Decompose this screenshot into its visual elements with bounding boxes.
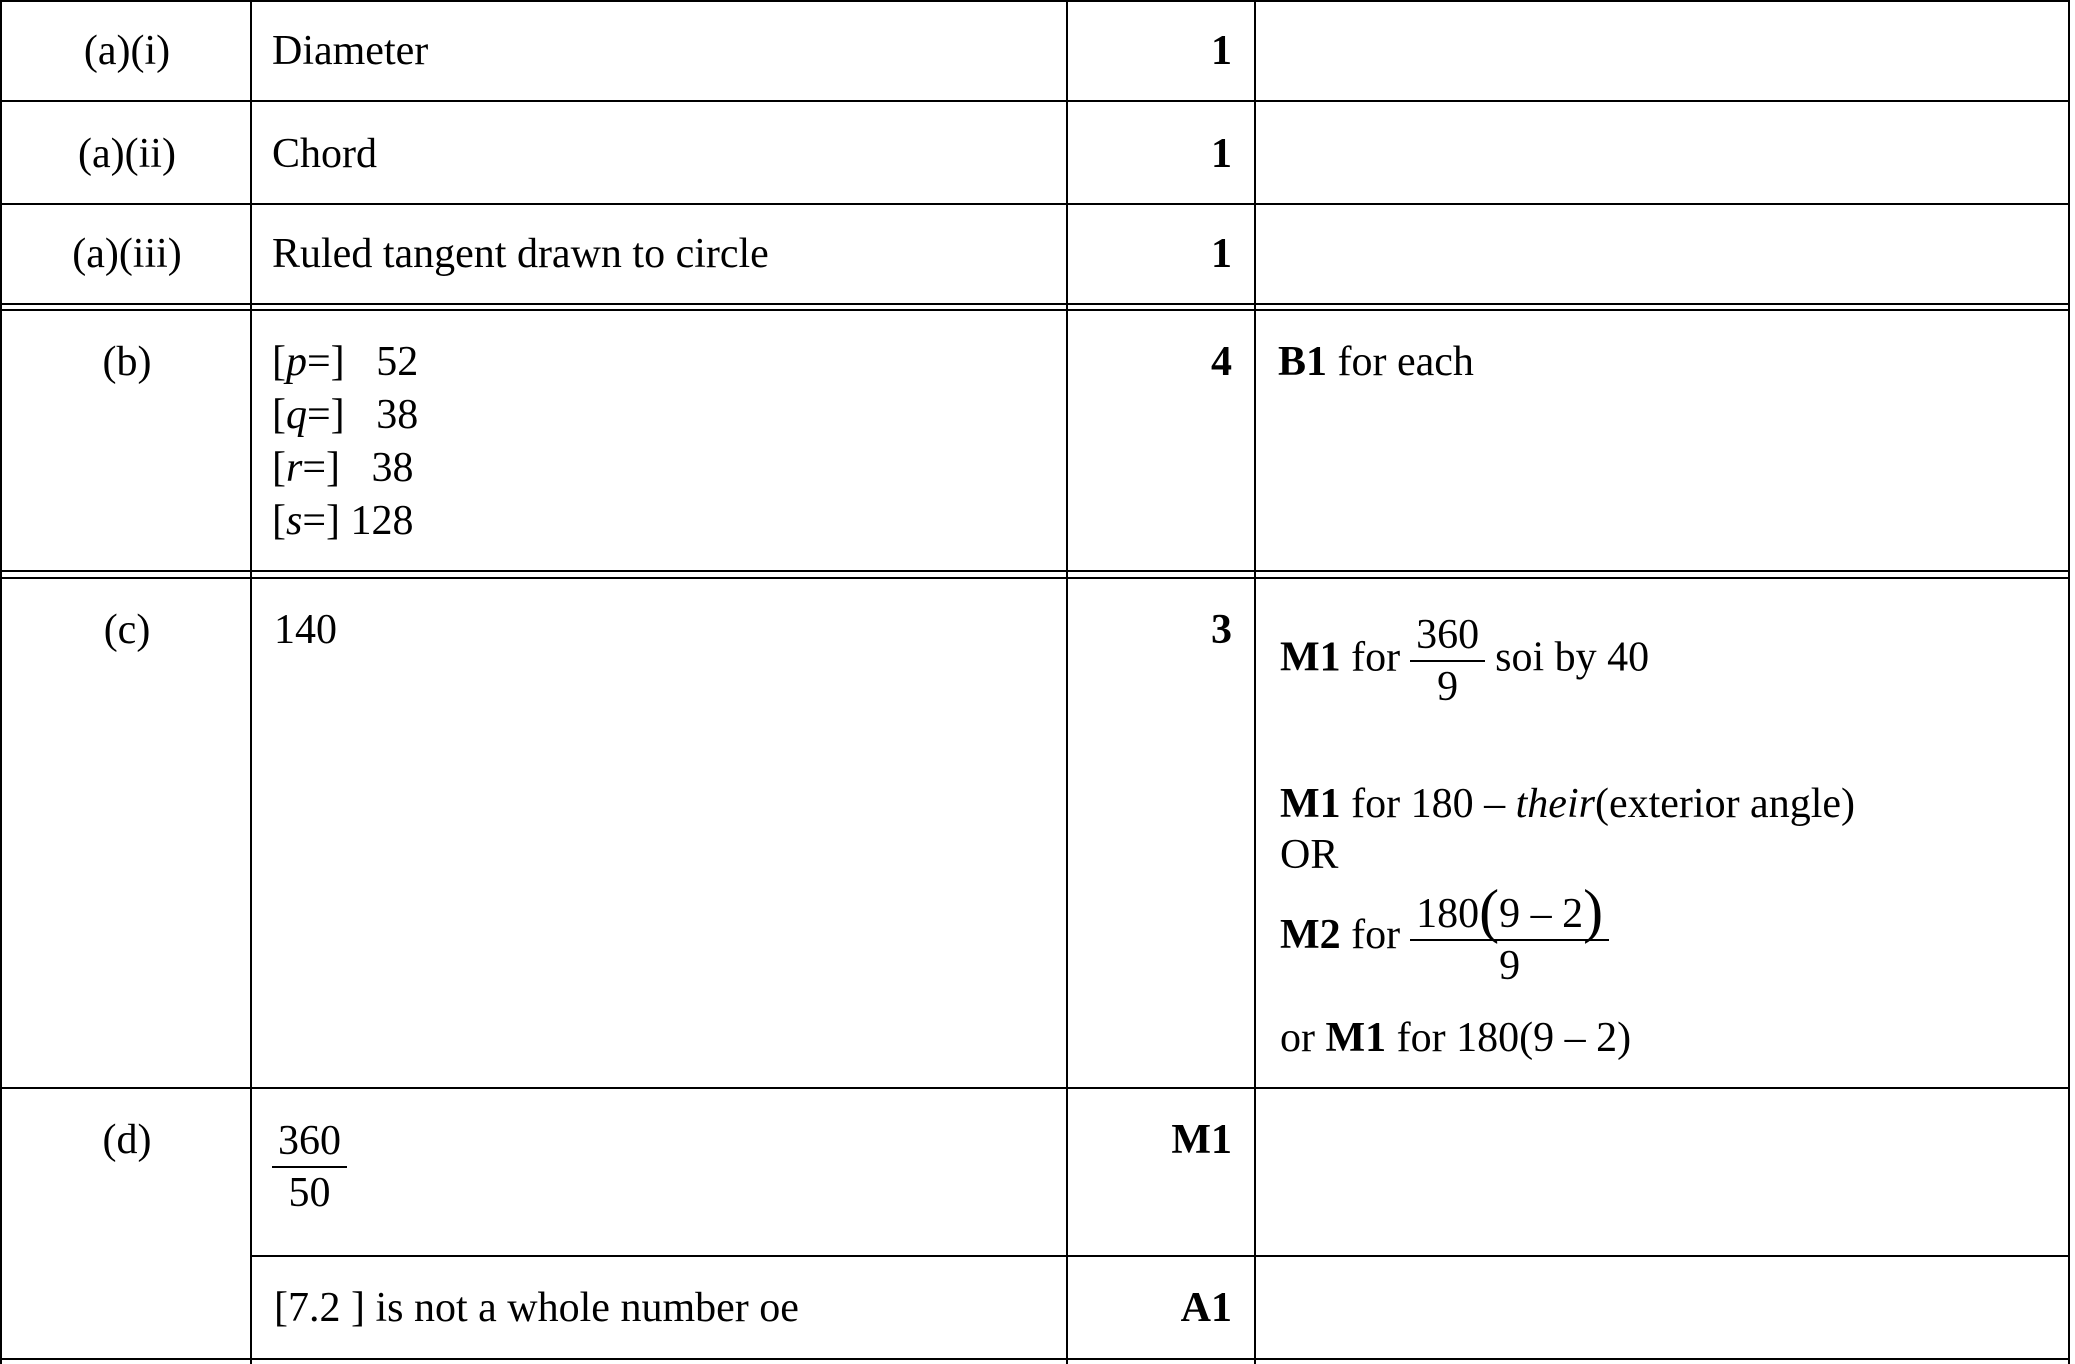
- row-border: [0, 203, 2070, 205]
- part-label: (a)(i): [83, 28, 171, 74]
- mark-value: 1: [1211, 231, 1232, 277]
- mark-value: 3: [1211, 607, 1232, 653]
- answer-line: [q=] 38: [272, 392, 419, 438]
- row-border: [0, 577, 2070, 579]
- answer-line: [p=] 52: [272, 339, 419, 385]
- mark-value: 1: [1211, 28, 1232, 74]
- column-border: [1254, 0, 1256, 1364]
- answer-text: Diameter: [272, 28, 429, 74]
- answer-fraction: [272, 1116, 357, 1218]
- mark-value: 1: [1211, 131, 1232, 177]
- part-label: (c): [103, 607, 151, 653]
- row-border: [0, 100, 2070, 102]
- row-border: [0, 309, 2070, 311]
- answer-text: Ruled tangent drawn to circle: [272, 231, 769, 277]
- row-border: [252, 1255, 2070, 1257]
- guidance-line-3: M2 for $\frac{180(9 - 2)}{9}$: [1280, 886, 1619, 991]
- fraction: $\frac{180(9 - 2)}{9}$: [1410, 886, 1609, 991]
- column-border: [0, 0, 2, 1364]
- guidance-line-4: or M1 for 180(9 – 2): [1280, 1015, 1632, 1061]
- answer-line: [s=] 128: [272, 498, 414, 544]
- guidance-note: B1 for each: [1278, 339, 1474, 385]
- row-border: [0, 303, 2070, 305]
- row-border: [0, 1358, 2070, 1360]
- column-border: [1066, 0, 1068, 1364]
- mark-value: A1: [1180, 1285, 1232, 1331]
- part-label: (b): [102, 339, 152, 385]
- fraction: $\frac{360}{50}$: [272, 1116, 347, 1218]
- mark-value: 4: [1211, 339, 1232, 385]
- row-border: [0, 0, 2070, 2]
- guidance-line-2: M1 for 180 – their(exterior angle): [1280, 781, 1855, 827]
- part-label: (d): [102, 1117, 152, 1163]
- answer-list: [272, 336, 418, 548]
- answer-text: 140: [274, 607, 337, 653]
- fraction: $\frac{360}{9}$: [1410, 610, 1485, 712]
- answer-text: Chord: [272, 131, 377, 177]
- answer-text: [7.2 ] is not a whole number oe: [274, 1285, 799, 1331]
- guidance-line-1: M1 for $\frac{360}{9}$ soi by 40: [1280, 612, 1650, 710]
- row-border: [0, 570, 2070, 572]
- column-border: [250, 0, 252, 1364]
- part-label: (a)(ii): [78, 131, 176, 177]
- part-label: (a)(iii): [72, 231, 182, 277]
- guidance-or: OR: [1280, 832, 1339, 878]
- column-border: [2068, 0, 2070, 1364]
- mark-value: M1: [1171, 1117, 1232, 1163]
- answer-line: [r=] 38: [272, 445, 414, 491]
- row-border: [0, 1087, 2070, 1089]
